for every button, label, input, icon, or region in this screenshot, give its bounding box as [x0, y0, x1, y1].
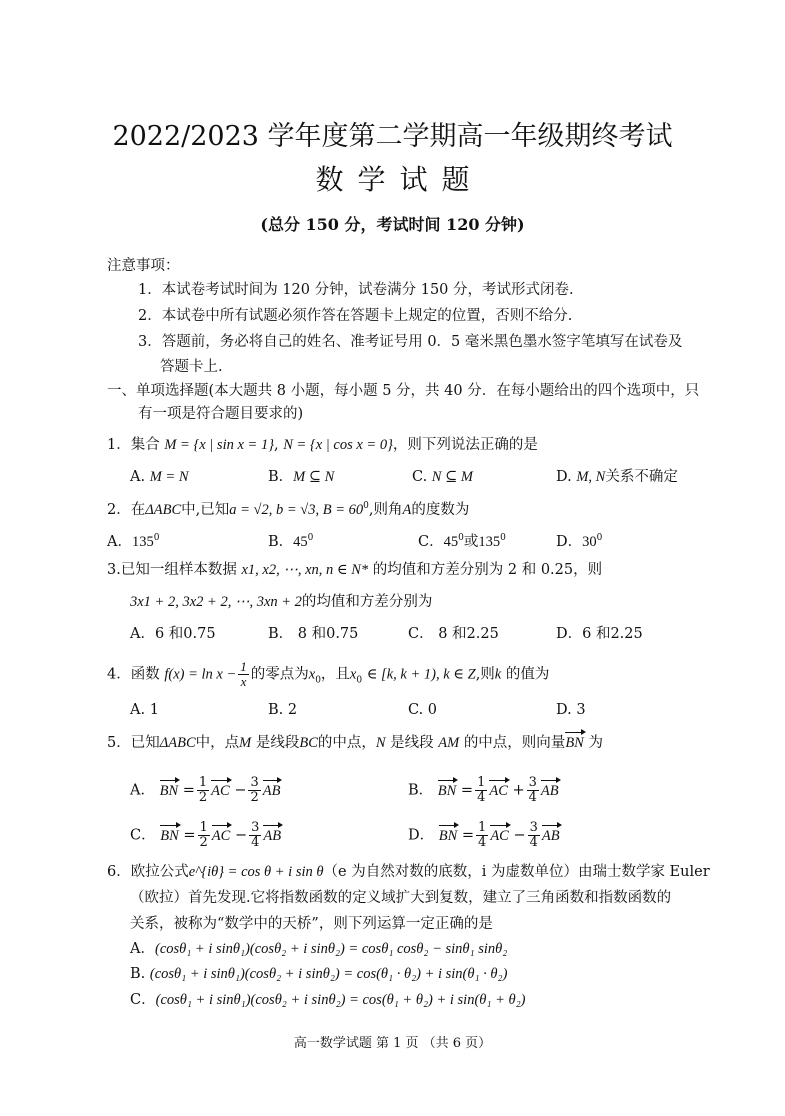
exam-subject: 数学试题 — [315, 163, 484, 196]
notice-item-2: 2．本试卷中所有试题必须作答在答题卡上规定的位置，否则不给分. — [138, 308, 573, 324]
q4-option-b: B. 2 — [268, 702, 298, 718]
q6-option-c: C．(cosθ₁ + i sinθ₁)(cosθ₂ + i sinθ₂) = cos(θ₁ + θ₂) + i sin(θ₁ + θ₂) — [130, 992, 526, 1008]
q2-option-b: B．$45^0$ — [268, 533, 314, 550]
q1-option-d: D. M, N关系不确定 — [556, 469, 678, 485]
q4-option-d: D. 3 — [556, 702, 586, 718]
q4-option-a: A. 1 — [130, 702, 159, 718]
exam-title: 2022/2023 学年度第二学期高一年级期终考试 — [112, 121, 673, 152]
q4-option-c: C. 0 — [408, 702, 438, 718]
notice-heading: 注意事项： — [107, 258, 180, 274]
q1-option-c: C. N ⊆ M — [412, 469, 473, 485]
q5-option-a: A． BN = $\frac{1}{2}$ AC − $\frac{3}{2}$ AB — [130, 775, 281, 805]
q3-option-c: C． 8 和2.25 — [408, 626, 499, 642]
exam-info: (总分 150 分，考试时间 120 分钟) — [260, 215, 525, 234]
q1-option-a: A. M = N — [130, 469, 189, 485]
page-footer: 高一数学试题 第 1 页 （共 6 页） — [293, 1036, 492, 1051]
q6-option-b: B. (cosθ₁ + i sinθ₁)(cosθ₂ + i sinθ₂) = cos(θ₁ · θ₂) + i sin(θ₁ · θ₂) — [130, 966, 508, 982]
q2-option-a: A．$135^0$ — [107, 533, 160, 550]
question-6-stem: 6．欧拉公式e^{iθ} = cos θ + i sin θ（e 为自然对数的底数，i 为虚数单位）由瑞士数学家 Euler — [107, 864, 710, 880]
section-heading-cont: 有一项是符合题目要求的) — [138, 406, 304, 422]
q1-option-b: B．M ⊆ N — [268, 469, 335, 485]
q6-option-a: A．(cosθ₁ + i sinθ₁)(cosθ₂ + i sinθ₂) = cosθ₁ cosθ₂ − sinθ₁ sinθ₂ — [130, 941, 508, 957]
q2-option-d: D．$30^0$ — [556, 533, 603, 550]
set-N: N = {x | cos x = 0} — [283, 437, 393, 453]
q3-option-a: A．6 和0.75 — [130, 626, 216, 642]
notice-item-3: 3．答题前，务必将自己的姓名、准考证号用 0．5 毫米黑色墨水签字笔填写在试卷及 — [138, 334, 683, 350]
section-heading: 一、单项选择题(本大题共 8 小题，每小题 5 分，共 40 分．在每小题给出的四个选项中，只 — [107, 383, 700, 399]
q3-option-d: D．6 和2.25 — [556, 626, 643, 642]
q5-option-b: B． BN = $\frac{1}{4}$ AC + $\frac{3}{4}$ AB — [408, 775, 559, 805]
notice-item-1: 1．本试卷考试时间为 120 分钟，试卷满分 150 分，考试形式闭卷. — [138, 282, 574, 298]
q2-option-c: C．$45^0$或$135^0$ — [418, 533, 506, 550]
q5-option-d: D． BN = $\frac{1}{4}$ AC − $\frac{3}{4}$ AB — [408, 820, 560, 850]
question-6-stem-cont-2: 关系，被称为“数学中的天桥”，则下列运算一定正确的是 — [130, 916, 493, 932]
question-3-stem-cont: 3x1 + 2, 3x2 + 2, ⋯, 3xn + 2的均值和方差分别为 — [130, 594, 433, 610]
q5-option-c: C． BN = $\frac{1}{2}$ AC − $\frac{3}{4}$ AB — [130, 820, 282, 850]
question-4-stem: 4．函数 f(x) = ln x − $\frac{1}{x}$ 的零点为$x_0$，且$x_0$ ∈ [k, k + 1), k ∈ Z,则k 的值为 — [107, 659, 550, 689]
question-5-stem: 5．已知ΔABC中，点M 是线段BC的中点，N 是线段 AM 的中点，则向量BN 为 — [107, 735, 603, 751]
q3-option-b: B． 8 和0.75 — [268, 626, 359, 642]
set-M: M = {x | sin x = 1} — [164, 437, 274, 453]
notice-item-3-cont: 答题卡上. — [160, 359, 223, 375]
euler-formula: e^{iθ} = cos θ + i sin θ — [188, 864, 324, 880]
question-6-stem-cont-1: （欧拉）首先发现.它将指数函数的定义域扩大到复数，建立了三角函数和指数函数的 — [130, 890, 672, 906]
fraction-1-over-x: $\frac{1}{x}$ — [240, 659, 247, 689]
question-3-stem: 3.已知一组样本数据 x1, x2, ⋯, xn, n ∈ N* 的均值和方差分别为 2 和 0.25，则 — [107, 562, 603, 578]
question-2-stem: 2．在ΔABC中,已知a = √2, b = √3, $B = 60^0$,则角A的度数为 — [107, 501, 470, 518]
question-1-stem: 1．集合 M = {x | sin x = 1}, N = {x | cos x = 0}，则下列说法正确的是 — [107, 437, 538, 453]
